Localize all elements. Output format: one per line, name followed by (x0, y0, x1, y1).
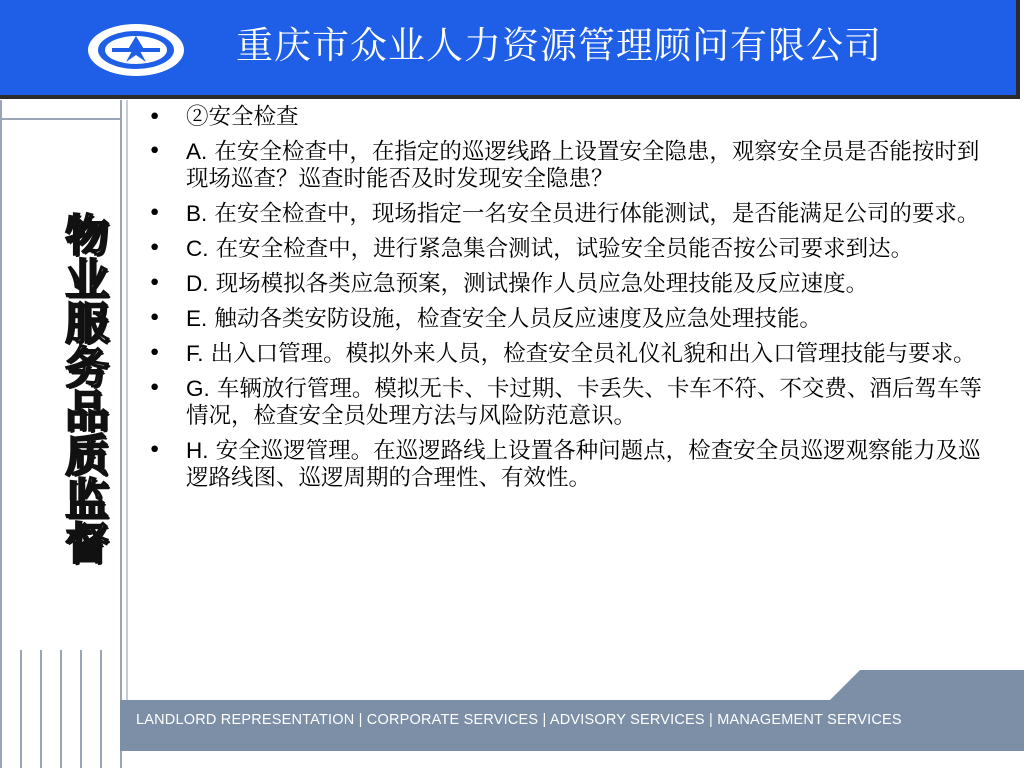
bullet-letter: B. (186, 201, 208, 226)
bullet-dot: • (148, 305, 162, 331)
bullet-text: 在安全检查中，在指定的巡逻线路上设置安全隐患，观察安全员是否能按时到现场巡查？巡查时能否及时发现安全隐患？ (186, 139, 980, 192)
header-banner (0, 0, 1020, 99)
side-title (42, 118, 122, 658)
bullet-dot: • (148, 270, 162, 296)
bullet-item (142, 340, 992, 368)
bullet-item (142, 437, 992, 492)
bullet-item (142, 200, 992, 228)
bullet-item (142, 104, 992, 131)
bullet-letter: H. (186, 438, 209, 463)
bullet-text: 出入口管理。模拟外来人员，检查安全员礼仪礼貌和出入口管理技能与要求。 (203, 341, 976, 367)
bullet-dot: • (148, 138, 162, 164)
bullet-item (142, 305, 992, 333)
bullet-item (142, 235, 992, 263)
bullet-dot: • (148, 375, 162, 401)
bullet-letter: C. (186, 236, 209, 261)
decor-line (0, 100, 2, 768)
bullet-letter: E. (186, 306, 208, 331)
bullet-item (142, 138, 992, 193)
bullet-dot: • (148, 200, 162, 226)
bullet-letter: G. (186, 376, 210, 401)
bullet-list (142, 104, 992, 499)
bullet-letter: A. (186, 139, 208, 164)
bullet-dot: • (148, 340, 162, 366)
bullet-dot: • (148, 104, 162, 130)
bullet-text: 安全巡逻管理。在巡逻路线上设置各种问题点，检查安全员巡逻观察能力及巡逻路线图、巡逻周期的合理性、有效性。 (186, 438, 981, 491)
footer-services: LANDLORD REPRESENTATION | CORPORATE SERVICES | ADVISORY SERVICES | MANAGEMENT SERVICES (136, 712, 902, 728)
bullet-item (142, 375, 992, 430)
side-title-text: 物业服务品质监督 (57, 212, 108, 564)
bullet-dot: • (148, 235, 162, 261)
bullet-text: 现场模拟各类应急预案，测试操作人员应急处理技能及反应速度。 (208, 271, 869, 297)
bullet-letter: F. (186, 341, 204, 366)
company-logo-icon (86, 22, 186, 78)
bullet-dot: • (148, 437, 162, 463)
bullet-text: 在安全检查中，进行紧急集合测试，试验安全员能否按公司要求到达。 (208, 236, 914, 262)
bullet-text: 在安全检查中，现场指定一名安全员进行体能测试，是否能满足公司的要求。 (207, 201, 980, 227)
decor-line (126, 100, 128, 700)
bullet-text: ②安全检查 (186, 104, 299, 130)
bullet-text: 触动各类安防设施，检查安全人员反应速度及应急处理技能。 (207, 306, 822, 332)
bullet-letter: D. (186, 271, 209, 296)
company-name: 重庆市众业人力资源管理顾问有限公司 (236, 24, 882, 67)
bullet-item (142, 270, 992, 298)
bullet-text: 车辆放行管理。模拟无卡、卡过期、卡丢失、卡车不符、不交费、酒后驾车等情况，检查安全员处理方法与风险防范意识。 (186, 376, 982, 429)
